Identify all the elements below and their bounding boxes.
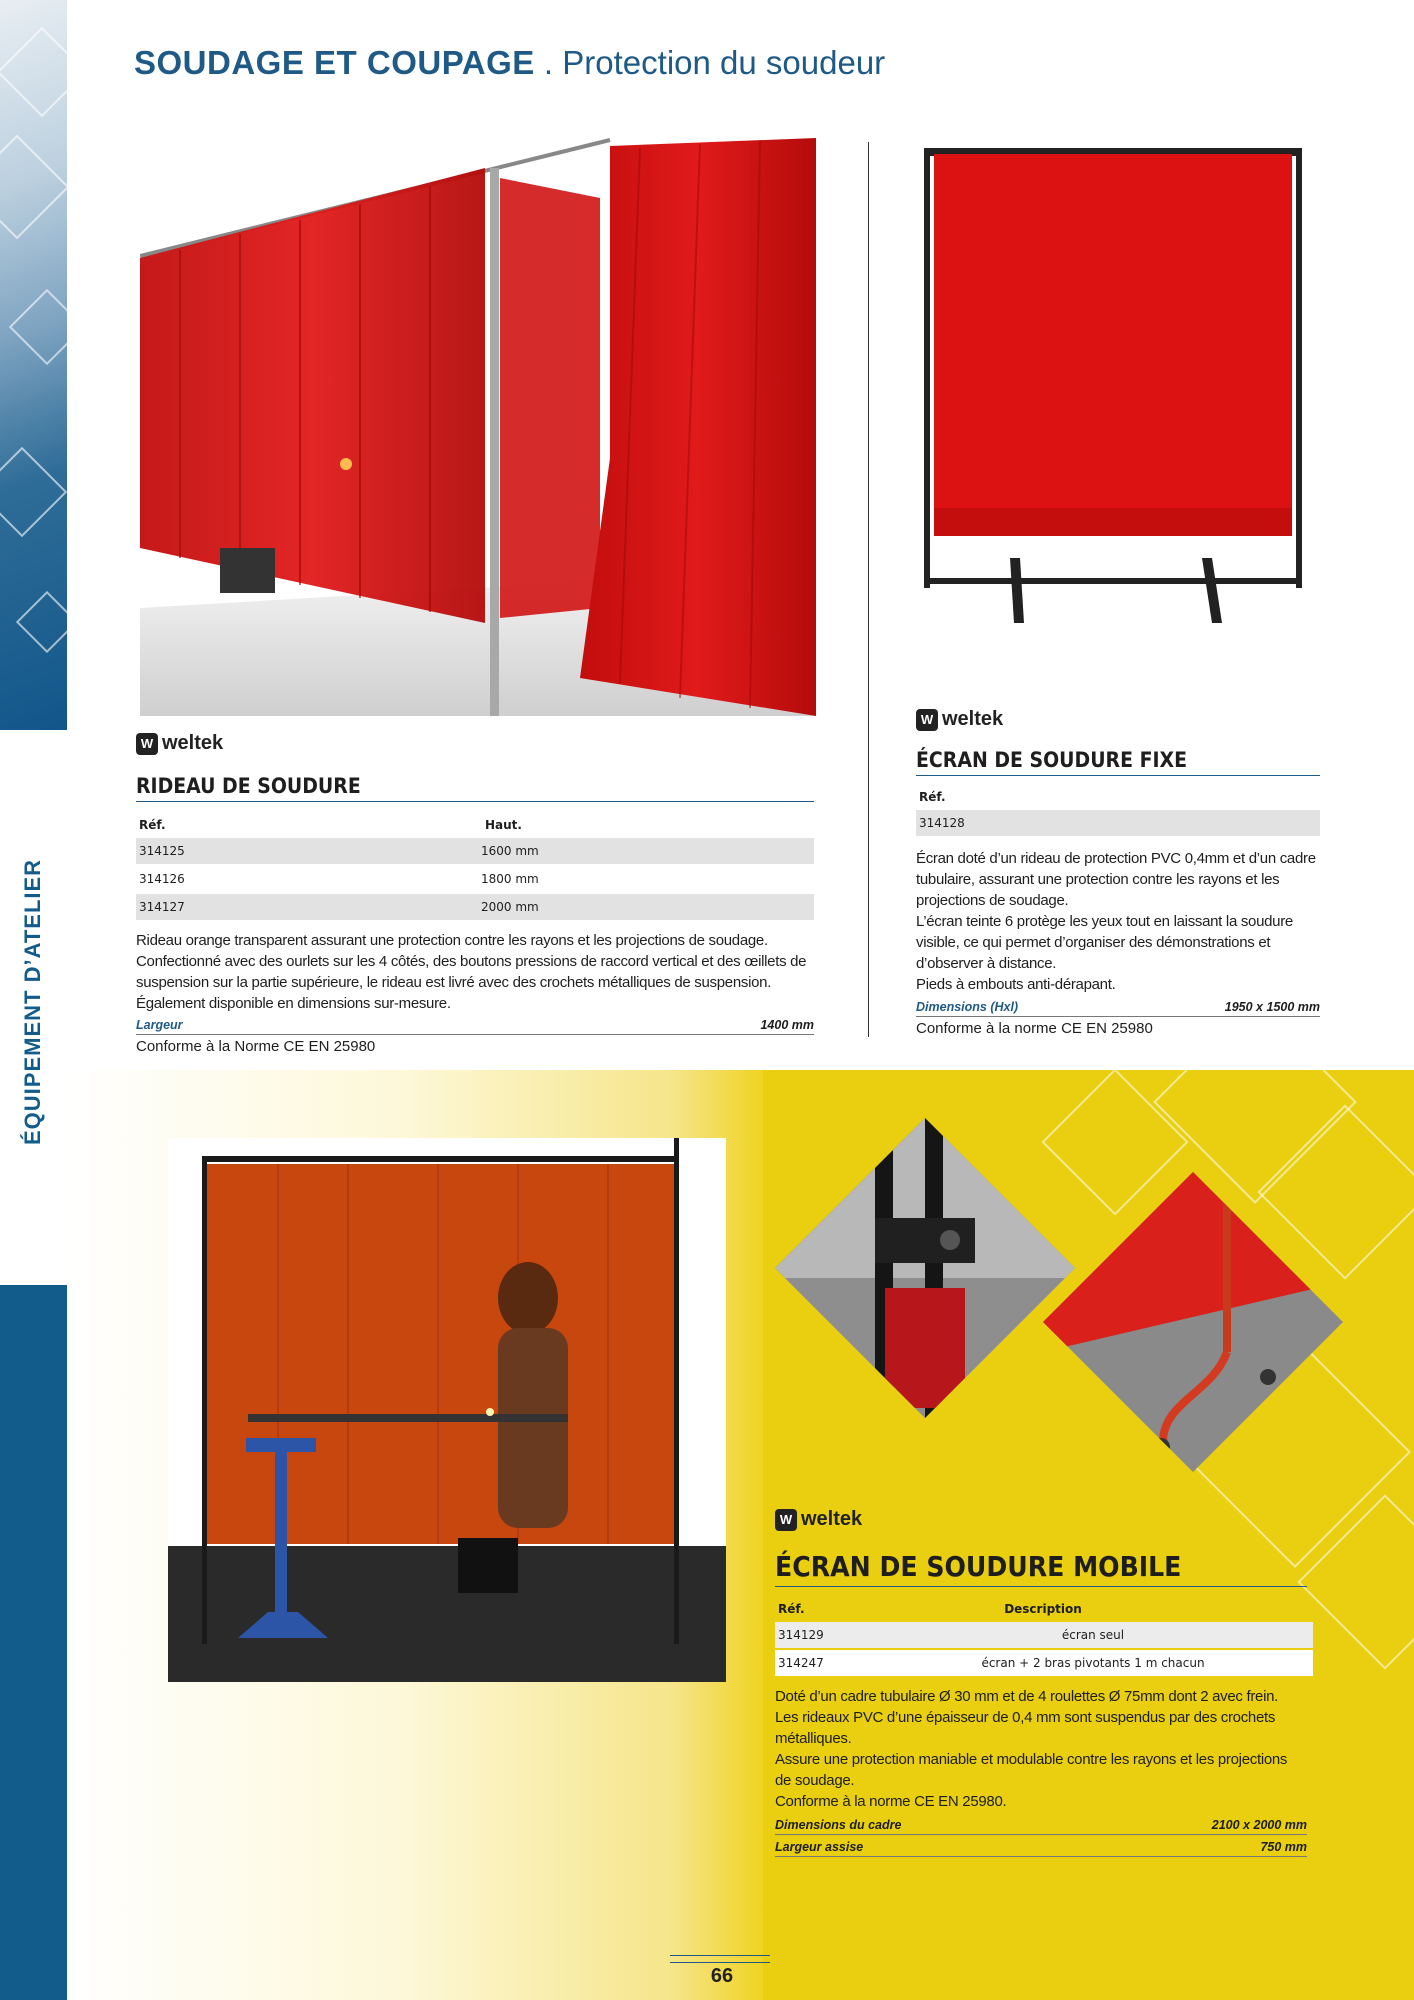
rideau-spec: [136, 1016, 814, 1035]
desc-line: L’écran teinte 6 protège les yeux tout en laissant la soudure: [916, 913, 1293, 930]
rideau-norm: Conforme à la Norme CE EN 25980: [136, 1038, 376, 1055]
sidebar-decoration-bottom: [0, 1285, 67, 2000]
mobile-spec-cadre: [775, 1816, 1307, 1835]
table-row: [775, 1650, 1313, 1676]
row-haut: 1800 mm: [481, 872, 539, 886]
fixe-description: [916, 848, 1326, 995]
desc-line: Rideau orange transparent assurant une protection contre les rayons et les projections de soudage.: [136, 932, 768, 949]
mobile-spec-assise: [775, 1838, 1307, 1857]
mobile-description: [775, 1686, 1315, 1812]
desc-line: Écran doté d’un rideau de protection PVC 0,4mm et d’un cadre: [916, 850, 1316, 867]
row-haut: 1600 mm: [481, 844, 539, 858]
desc-line: Confectionné avec des ourlets sur les 4 côtés, des boutons pressions de raccord vertical et des œillets de: [136, 953, 807, 970]
spec-value: 1950 x 1500 mm: [1224, 1000, 1320, 1014]
spec-label: Dimensions (Hxl): [916, 1000, 1019, 1014]
row-ref: 314127: [139, 900, 185, 914]
spec-value: 750 mm: [1260, 1840, 1307, 1854]
section-subtitle: Protection du soudeur: [562, 44, 886, 81]
row-ref: 314126: [139, 872, 185, 886]
col-ref: Réf.: [778, 1602, 805, 1616]
decor-diamond: [0, 27, 67, 118]
row-ref: 314125: [139, 844, 185, 858]
desc-line: Conforme à la norme CE EN 25980.: [775, 1793, 1007, 1810]
row-ref: 314247: [778, 1656, 824, 1670]
col-ref: Réf.: [919, 790, 946, 804]
row-desc: écran + 2 bras pivotants 1 m chacun: [981, 1656, 1205, 1670]
weltek-logo-icon: W: [916, 709, 938, 731]
desc-line: Pieds à embouts anti-dérapant.: [916, 976, 1116, 993]
title-separator: .: [534, 44, 563, 81]
rideau-title: RIDEAU DE SOUDURE: [136, 774, 814, 802]
row-ref: 314128: [919, 816, 965, 830]
desc-line: suspension sur la partie supérieure, le rideau est livré avec des crochets métalliques de suspension.: [136, 974, 772, 991]
ecran-fixe-photo: [920, 138, 1306, 628]
desc-line: tubulaire, assurant une protection contre les rayons et les: [916, 871, 1280, 888]
desc-line: de soudage.: [775, 1772, 855, 1789]
decor-diamond: [16, 591, 67, 653]
mobile-title: ÉCRAN DE SOUDURE MOBILE: [775, 1550, 1307, 1587]
table-row: [136, 894, 814, 920]
desc-line: projections de soudage.: [916, 892, 1069, 909]
fixe-spec: [916, 998, 1320, 1017]
desc-line: Également disponible en dimensions sur-mesure.: [136, 995, 451, 1012]
row-desc: écran seul: [1061, 1628, 1125, 1642]
spec-label: Dimensions du cadre: [775, 1818, 902, 1832]
weltek-logo: [136, 732, 223, 755]
weltek-logo-icon: W: [136, 733, 158, 755]
row-ref: 314129: [778, 1628, 824, 1642]
page-title: [134, 44, 885, 82]
decor-diamond: [9, 289, 67, 365]
page-number-rule: [670, 1955, 770, 1963]
desc-line: Les rideaux PVC d’une épaisseur de 0,4 mm sont suspendus par des crochets: [775, 1709, 1276, 1726]
desc-line: Doté d’un cadre tubulaire Ø 30 mm et de 4 roulettes Ø 75mm dont 2 avec frein.: [775, 1688, 1279, 1705]
decor-diamond: [0, 447, 67, 538]
spec-label: Largeur assise: [775, 1840, 864, 1854]
fixe-table: [916, 784, 1320, 838]
rideau-table: [136, 812, 814, 922]
fixe-title: ÉCRAN DE SOUDURE FIXE: [916, 748, 1320, 776]
section-title: SOUDAGE ET COUPAGE: [134, 44, 535, 81]
brand-name: weltek: [801, 1508, 863, 1530]
table-header: [916, 784, 1320, 810]
brand-name: weltek: [162, 732, 224, 754]
spec-label: Largeur: [136, 1018, 183, 1032]
brand-name: weltek: [942, 708, 1004, 730]
ecran-mobile-photo: [168, 1138, 726, 1682]
rideau-photo: [140, 138, 816, 716]
weltek-logo-icon: W: [775, 1509, 797, 1531]
table-row: [136, 866, 814, 892]
decor-diamond: [0, 135, 67, 240]
rideau-description: [136, 930, 826, 1014]
col-desc: Description: [1004, 1602, 1082, 1616]
weltek-logo: [775, 1508, 862, 1531]
detail-photo-wheel-bracket: [775, 1118, 1075, 1418]
page-number: 66: [710, 1965, 734, 1987]
table-row: [136, 838, 814, 864]
desc-line: métalliques.: [775, 1730, 852, 1747]
desc-line: visible, ce qui permet d’organiser des démonstrations et: [916, 934, 1271, 951]
table-header: [136, 812, 814, 838]
table-row: [916, 810, 1320, 836]
spec-value: 2100 x 2000 mm: [1211, 1818, 1307, 1832]
mobile-table: [775, 1596, 1313, 1678]
fixe-norm: Conforme à la norme CE EN 25980: [916, 1020, 1153, 1037]
col-haut: Haut.: [485, 818, 522, 832]
sidebar-decoration-top: [0, 0, 67, 730]
spec-value: 1400 mm: [760, 1018, 814, 1032]
row-haut: 2000 mm: [481, 900, 539, 914]
table-row: [775, 1622, 1313, 1648]
table-header: [775, 1596, 1313, 1622]
col-ref: Réf.: [139, 818, 166, 832]
detail-photo-caster: [1043, 1172, 1343, 1472]
column-divider: [868, 142, 869, 1037]
desc-line: Assure une protection maniable et modulable contre les rayons et les projections: [775, 1751, 1288, 1768]
weltek-logo: [916, 708, 1003, 731]
desc-line: d’observer à distance.: [916, 955, 1057, 972]
sidebar-label: ÉQUIPEMENT D’ATELIER: [20, 858, 45, 1145]
